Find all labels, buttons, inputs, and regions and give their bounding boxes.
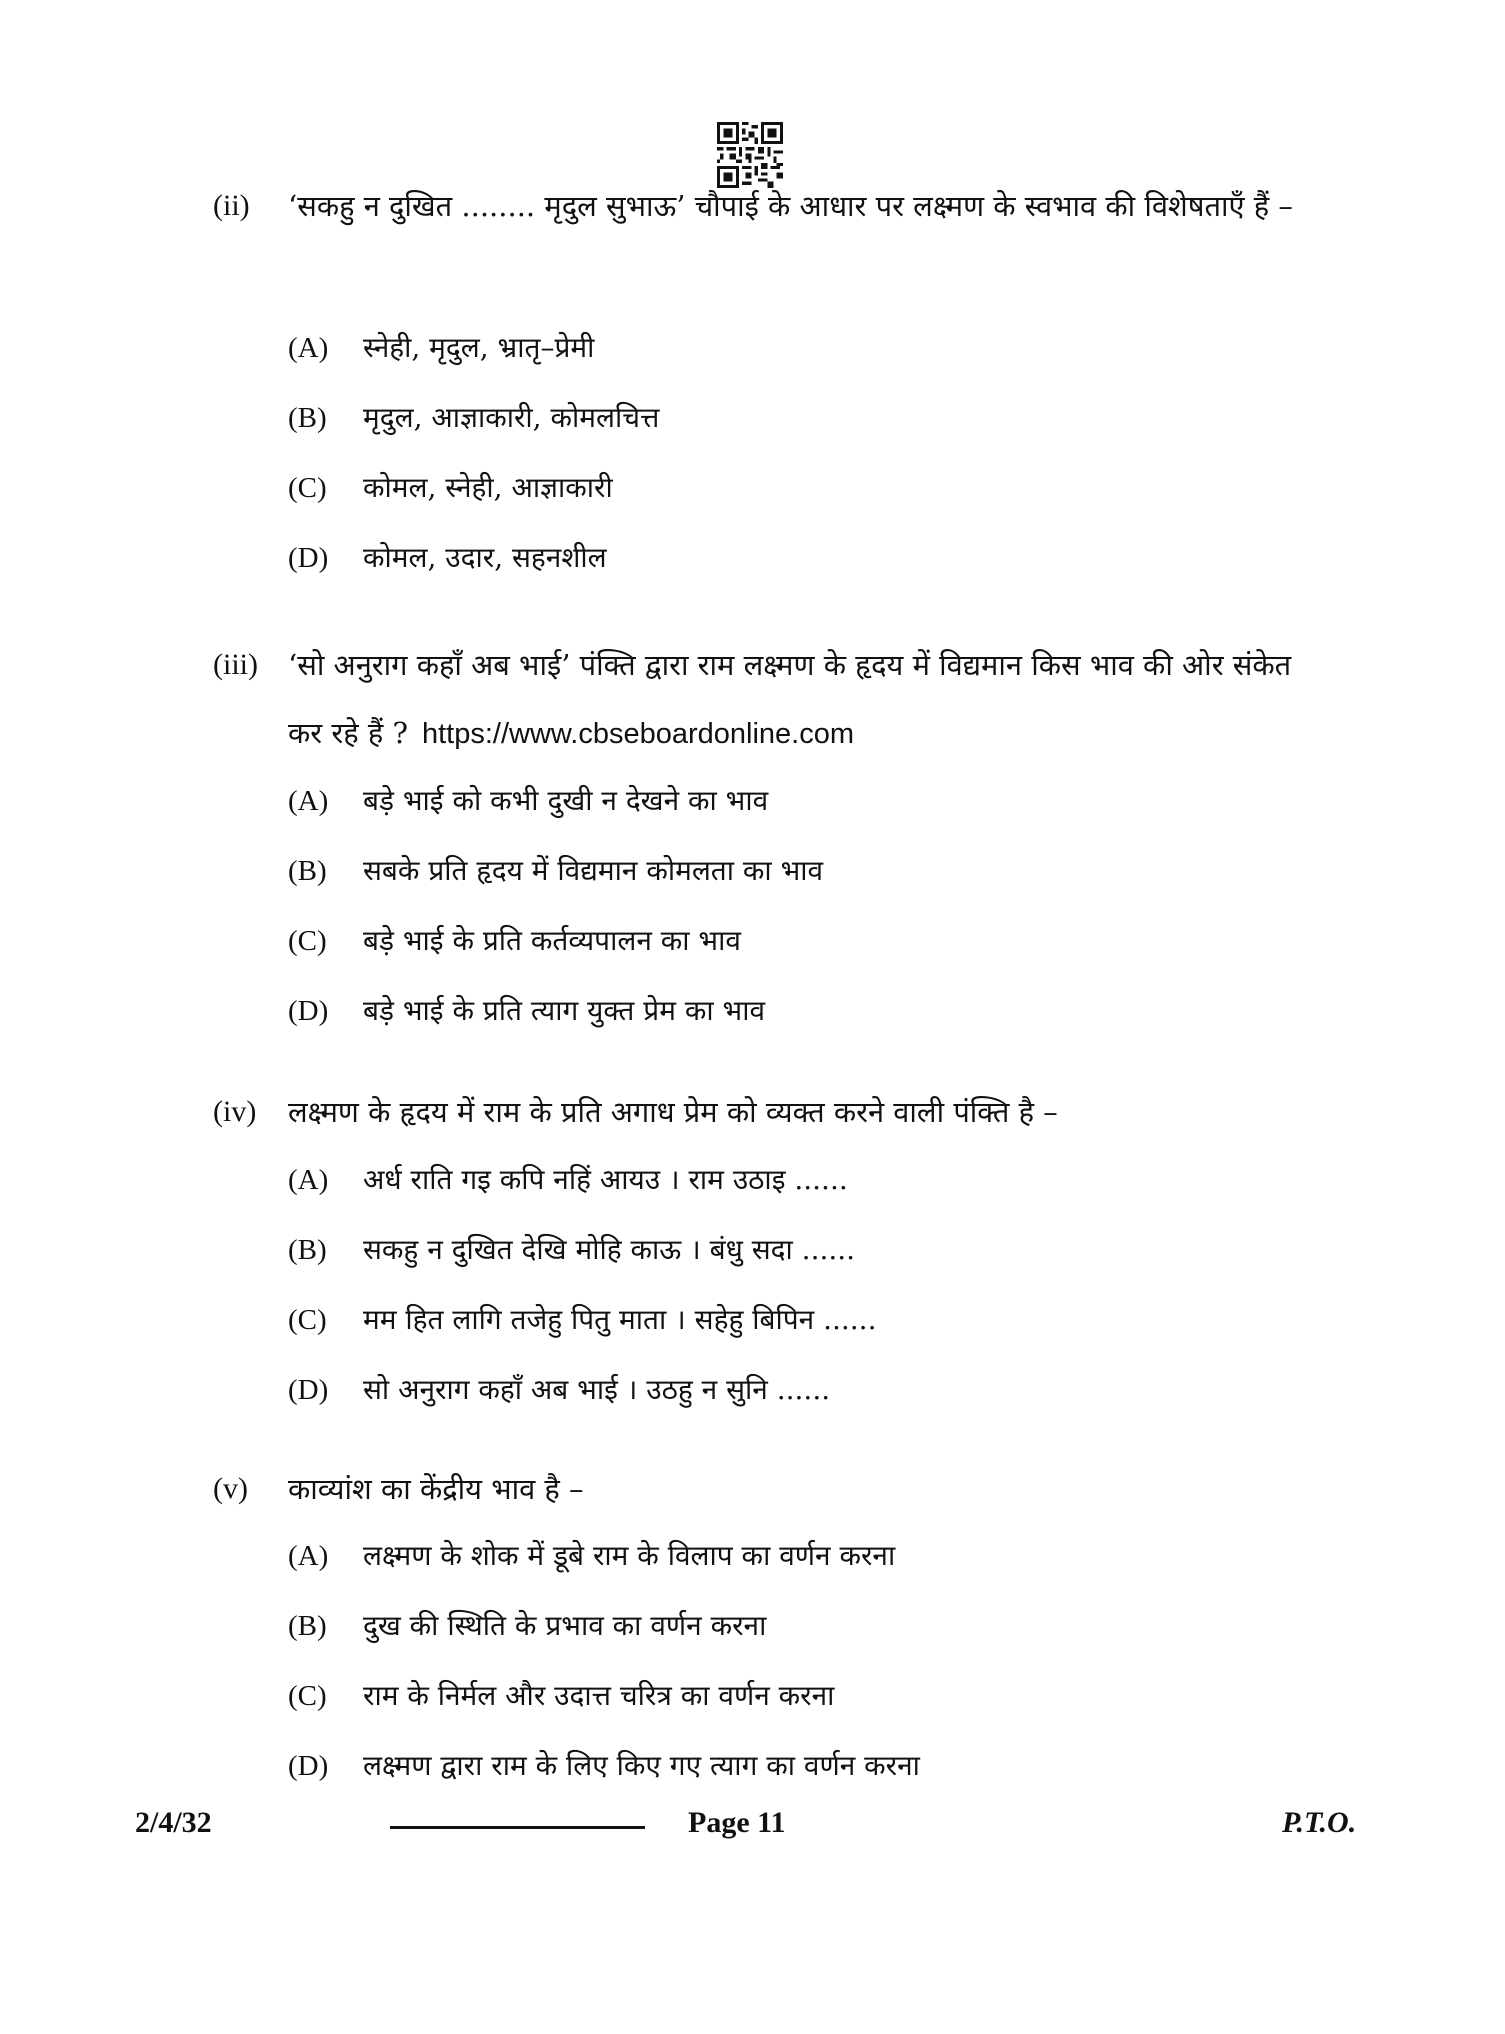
page-number: Page 11 [688,1806,786,1839]
option-text: अर्ध राति गइ कपि नहिं आयउ । राम उठाइ ...... [363,1163,848,1196]
option-b [288,853,1288,893]
footer-divider [390,1826,645,1829]
option-c [288,470,1288,510]
option-c [288,923,1288,963]
option-label: (C) [288,1680,327,1712]
option-d [288,1372,1288,1412]
option-text: राम के निर्मल और उदात्त चरित्र का वर्णन करना [363,1679,835,1712]
question-text: काव्यांश का केंद्रीय भाव है – [288,1472,584,1506]
option-text: सकहु न दुखित देखि मोहि काऊ । बंधु सदा ...... [363,1233,856,1266]
option-text: मम हित लागि तजेहु पितु माता । सहेहु बिपिन ...... [363,1303,877,1336]
paper-code: 2/4/32 [135,1806,212,1839]
option-text: लक्ष्मण द्वारा राम के लिए किए गए त्याग का वर्णन करना [363,1749,920,1782]
option-text: बड़े भाई को कभी दुखी न देखने का भाव [363,784,769,817]
question-body: ‘सो अनुराग कहाँ अब भाई’ पंक्ति द्वारा राम लक्ष्मण के हृदय में विद्यमान किस भाव की ओर संकेत कर रहे हैं ? [288,648,1292,750]
option-a [288,330,1288,370]
source-url[interactable]: https://www.cbseboardonline.com [422,718,854,750]
option-b [288,1232,1288,1272]
option-b [288,400,1288,440]
option-text: दुख की स्थिति के प्रभाव का वर्णन करना [363,1609,767,1642]
page-footer [0,1806,1505,1846]
option-label: (D) [288,542,329,574]
question-text [288,631,1298,768]
option-label: (B) [288,855,327,887]
option-a [288,1162,1288,1202]
option-d [288,1748,1288,1788]
option-c [288,1302,1288,1342]
option-label: (D) [288,995,329,1027]
pto-note: P.T.O. [1282,1806,1357,1839]
option-text: सो अनुराग कहाँ अब भाई । उठहु न सुनि ...... [363,1373,831,1406]
option-label: (C) [288,472,327,504]
option-label: (C) [288,1304,327,1336]
option-d [288,540,1288,580]
option-a [288,1538,1288,1578]
question-number: (ii) [213,189,250,222]
option-d [288,993,1288,1033]
question-number: (iii) [213,648,258,681]
option-label: (A) [288,332,329,364]
option-text: स्नेही, मृदुल, भ्रातृ–प्रेमी [363,331,595,364]
option-label: (C) [288,925,327,957]
option-a [288,783,1288,823]
option-text: मृदुल, आज्ञाकारी, कोमलचित्त [363,401,660,434]
option-text: कोमल, उदार, सहनशील [363,541,607,574]
question-number: (iv) [213,1095,257,1128]
option-c [288,1678,1288,1718]
option-label: (B) [288,1234,327,1266]
option-label: (D) [288,1374,329,1406]
option-text: कोमल, स्नेही, आज्ञाकारी [363,471,613,504]
question-number: (v) [213,1472,248,1505]
option-text: बड़े भाई के प्रति त्याग युक्त प्रेम का भाव [363,994,766,1027]
question-text: ‘सकहु न दुखित ........ मृदुल सुभाऊ’ चौपाई के आधार पर लक्ष्मण के स्वभाव की विशेषताएँ हैं – [288,189,1293,223]
option-label: (A) [288,1164,329,1196]
option-label: (A) [288,1540,329,1572]
option-b [288,1608,1288,1648]
option-text: सबके प्रति हृदय में विद्यमान कोमलता का भाव [363,854,824,887]
option-label: (A) [288,785,329,817]
question-text: लक्ष्मण के हृदय में राम के प्रति अगाध प्रेम को व्यक्त करने वाली पंक्ति है – [288,1095,1058,1129]
option-label: (B) [288,1610,327,1642]
option-text: बड़े भाई के प्रति कर्तव्यपालन का भाव [363,924,741,957]
option-label: (D) [288,1750,329,1782]
option-text: लक्ष्मण के शोक में डूबे राम के विलाप का वर्णन करना [363,1539,896,1572]
option-label: (B) [288,402,327,434]
